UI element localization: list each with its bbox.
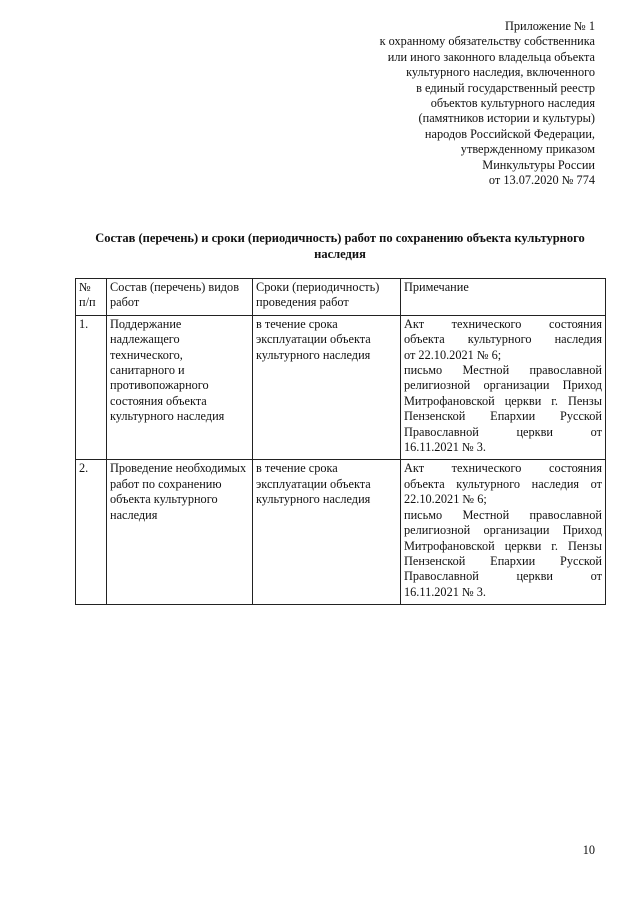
table-row [76, 315, 606, 460]
row-note [401, 460, 606, 605]
note-line: Православной церкви от [404, 569, 602, 584]
row-work: Поддержание надлежащего технического, санитарного и противопожарного состояния объекта культурного наследия [107, 315, 253, 460]
header-number: № п/п [76, 279, 107, 316]
row-note [401, 315, 606, 460]
appendix-line: или иного законного владельца объекта [387, 49, 595, 64]
table-row [76, 460, 606, 605]
appendix-line: от 13.07.2020 № 774 [488, 173, 595, 188]
note-line: письмо Местной православной [404, 507, 602, 522]
document-title [75, 231, 605, 262]
page-number: 10 [582, 843, 595, 857]
note-line: Акт технического состояния [404, 461, 602, 476]
works-table [75, 278, 606, 605]
appendix-line: к охранному обязательству собственника [379, 34, 595, 49]
note-line: религиозной организации Приход [404, 378, 602, 393]
row-term: в течение срока эксплуатации объекта культурного наследия [253, 460, 401, 605]
note-line: Пензенской Епархии Русской [404, 553, 602, 568]
header-term: Сроки (периодичность) проведения работ [253, 279, 401, 316]
note-line: письмо Местной православной [404, 363, 602, 378]
note-line: религиозной организации Приход [404, 523, 602, 538]
appendix-line: в единый государственный реестр [416, 80, 595, 95]
note-line: Пензенской Епархии Русской [404, 409, 602, 424]
note-line: объекта культурного наследия [404, 332, 602, 347]
note-line: объекта культурного наследия от [404, 476, 602, 491]
row-term: в течение срока эксплуатации объекта культурного наследия [253, 315, 401, 460]
note-line: от 22.10.2021 № 6; [404, 347, 502, 362]
header-work: Состав (перечень) видов работ [107, 279, 253, 316]
row-number: 1. [76, 315, 107, 460]
note-line: Митрофановской церкви г. Пензы [404, 538, 602, 553]
note-line: Православной церкви от [404, 424, 602, 439]
title-line: Состав (перечень) и сроки (периодичность) работ по сохранению объекта культурного [95, 231, 585, 245]
row-number: 2. [76, 460, 107, 605]
note-line: 16.11.2021 № 3. [404, 440, 486, 455]
note-line: Акт технического состояния [404, 316, 602, 331]
row-work: Проведение необходимых работ по сохранению объекта культурного наследия [107, 460, 253, 605]
appendix-line: Приложение № 1 [504, 19, 595, 33]
note-line: 16.11.2021 № 3. [404, 584, 486, 599]
appendix-line: Минкультуры России [482, 157, 595, 172]
appendix-line: утвержденному приказом [460, 142, 595, 157]
appendix-line: народов Российской Федерации, [424, 126, 595, 141]
appendix-header [265, 19, 595, 188]
appendix-line: культурного наследия, включенного [406, 65, 595, 80]
table-header-row [76, 279, 606, 316]
title-line: наследия [314, 246, 366, 261]
note-line: Митрофановской церкви г. Пензы [404, 393, 602, 408]
note-line: 22.10.2021 № 6; [404, 492, 487, 507]
header-note: Примечание [401, 279, 606, 316]
appendix-line: (памятников истории и культуры) [418, 111, 595, 126]
appendix-line: объектов культурного наследия [430, 96, 595, 111]
